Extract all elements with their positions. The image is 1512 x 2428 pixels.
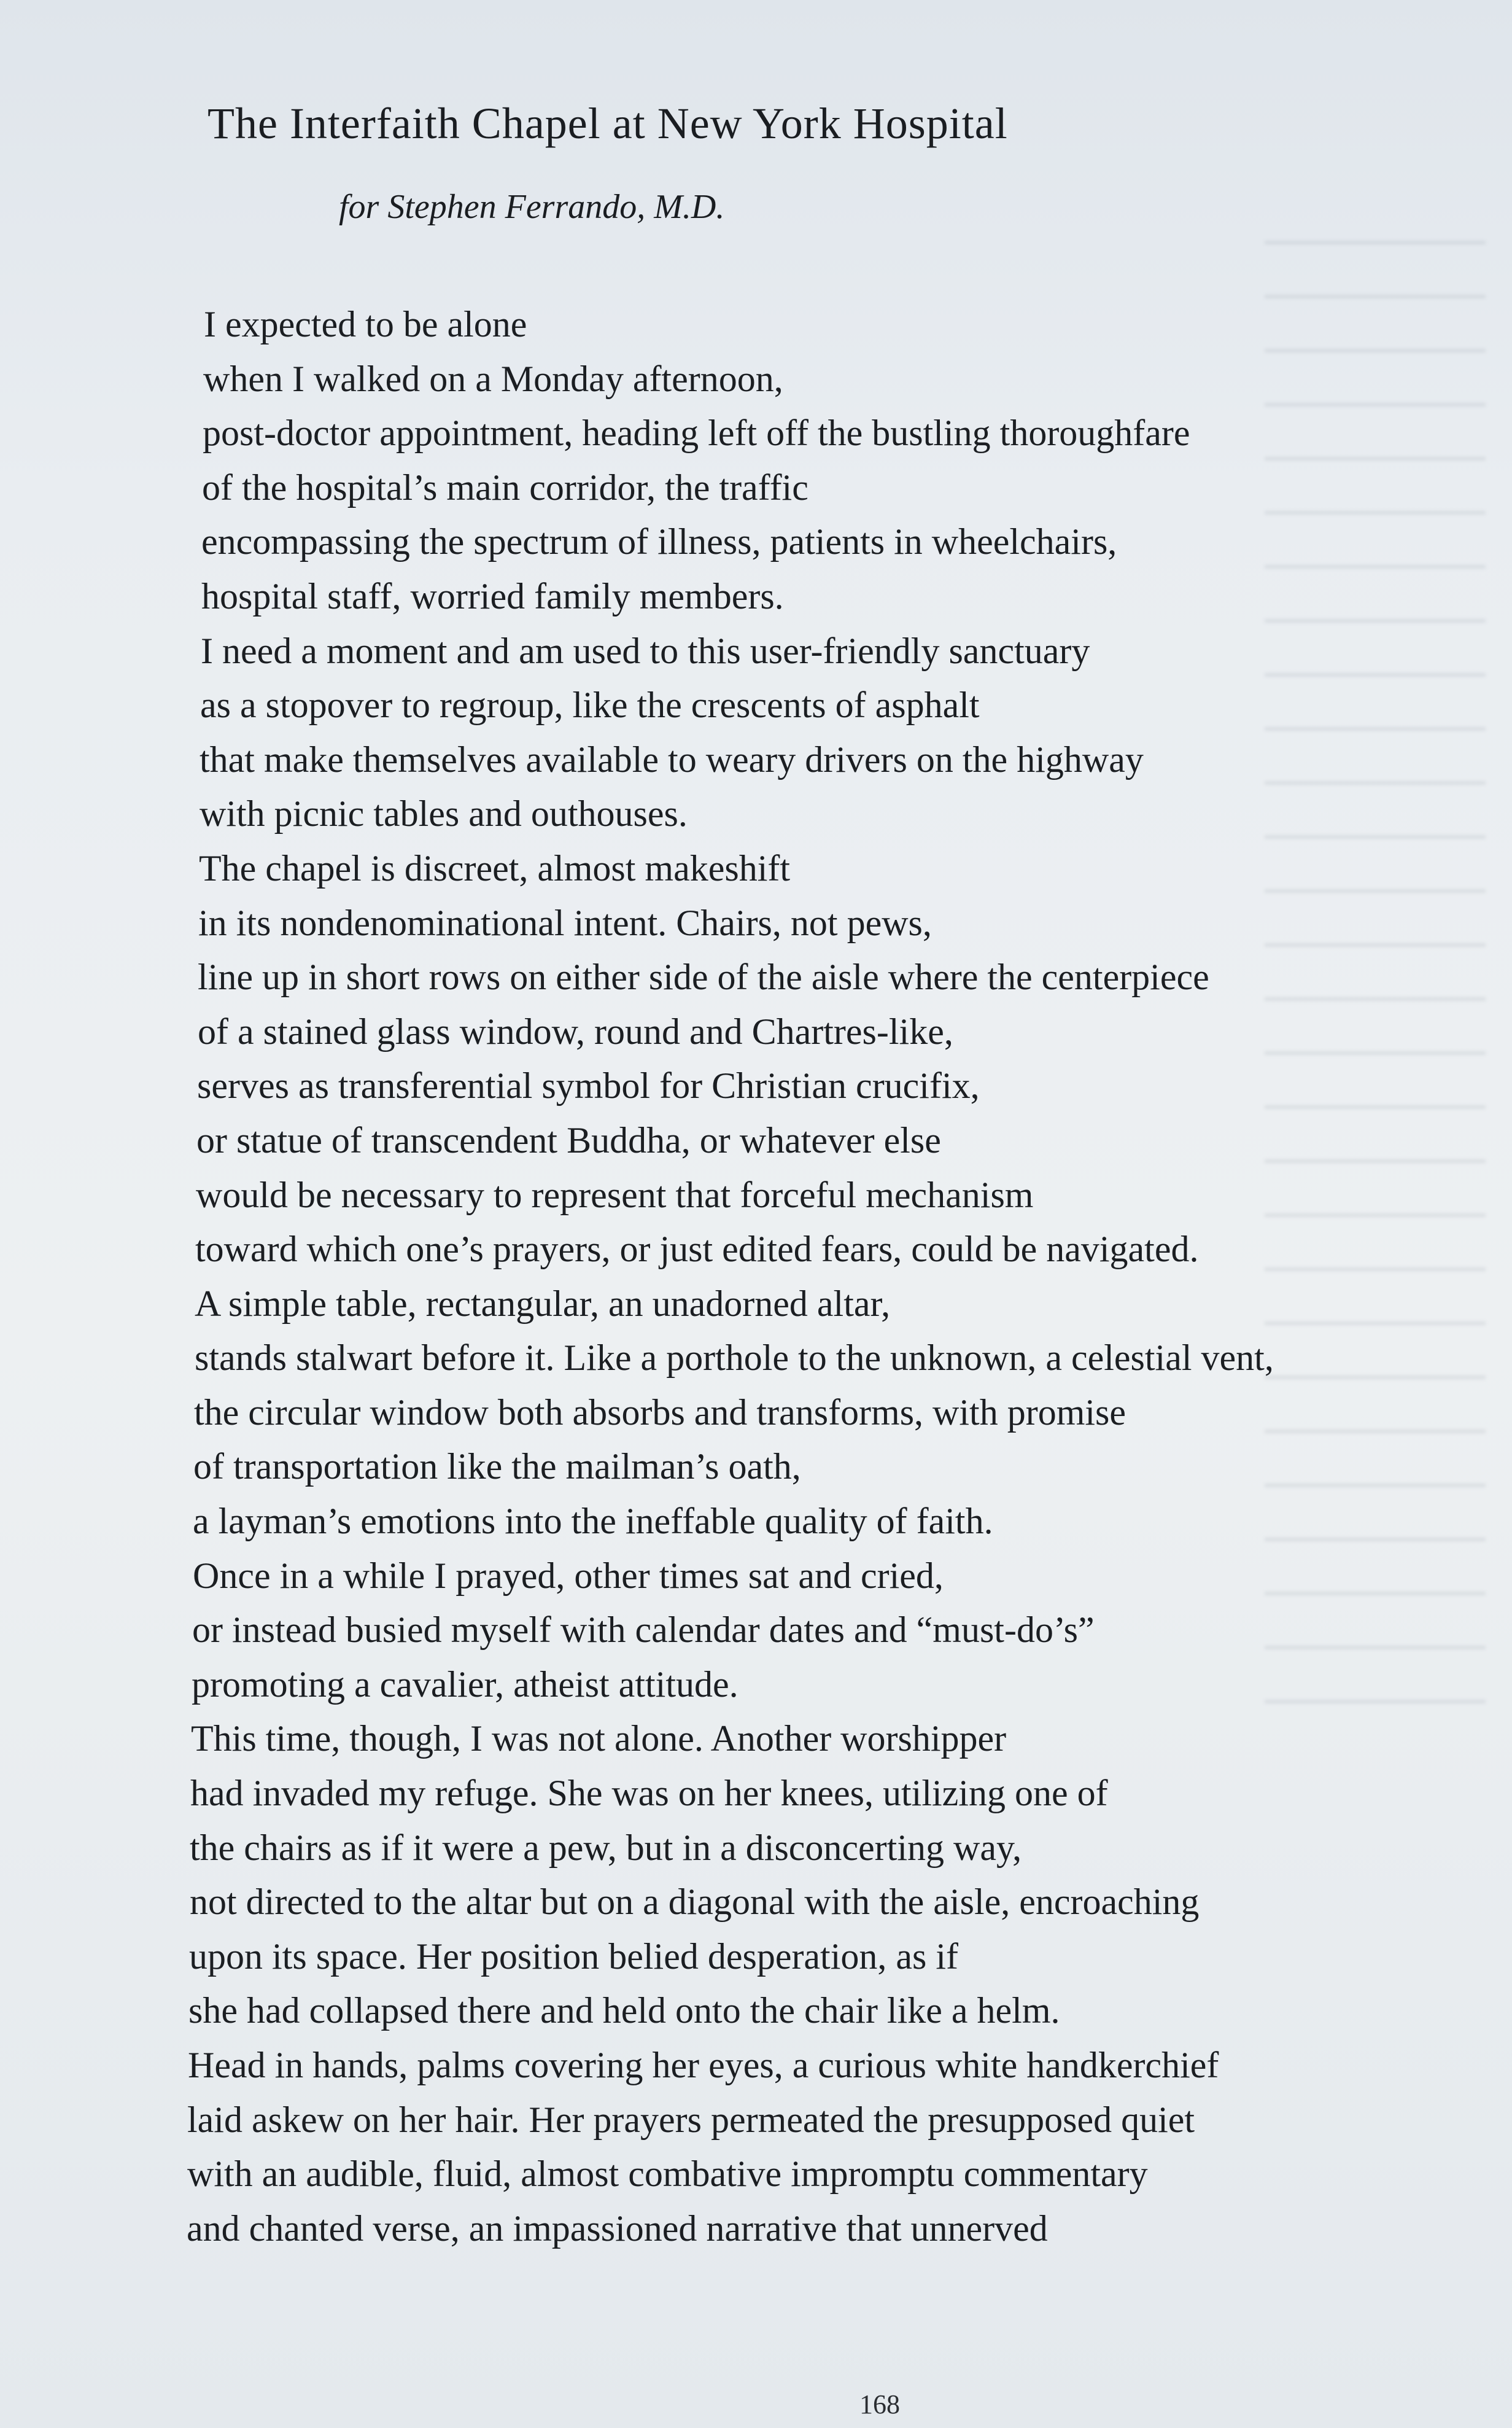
- poem-line: the circular window both absorbs and transforms, with promise: [194, 1391, 1126, 1433]
- poem-line: hospital staff, worried family members.: [201, 575, 784, 617]
- poem-line: and chanted verse, an impassioned narrative that unnerved: [187, 2208, 1048, 2249]
- poem-line: The chapel is discreet, almost makeshift: [199, 847, 791, 889]
- poem-line: with picnic tables and outhouses.: [200, 793, 688, 835]
- poem-line: of a stained glass window, round and Chartres-like,: [198, 1011, 953, 1052]
- poem-line: would be necessary to represent that forceful mechanism: [196, 1174, 1034, 1215]
- poem-line: a layman’s emotions into the ineffable quality of faith.: [193, 1501, 993, 1542]
- poem-line: toward which one’s prayers, or just edited fears, could be navigated.: [195, 1229, 1199, 1270]
- poem-line: or statue of transcendent Buddha, or whatever else: [196, 1119, 941, 1161]
- poem-body: [184, 297, 1443, 2255]
- poem-line: not directed to the altar but on a diagonal with the aisle, encroaching: [190, 1881, 1200, 1923]
- poem-line: Head in hands, palms covering her eyes, a curious white handkerchief: [188, 2045, 1219, 2085]
- poem-line: I need a moment and am used to this user-friendly sanctuary: [201, 630, 1090, 671]
- poem-line: with an audible, fluid, almost combative impromptu commentary: [187, 2154, 1148, 2195]
- poem-line: in its nondenominational intent. Chairs, not pews,: [198, 902, 932, 943]
- poem-line: post-doctor appointment, heading left off the bustling thoroughfare: [203, 413, 1190, 454]
- poem-line: I expected to be alone: [204, 304, 527, 344]
- poem-line: promoting a cavalier, atheist attitude.: [192, 1663, 739, 1705]
- poem-line: the chairs as if it were a pew, but in a disconcerting way,: [190, 1827, 1022, 1868]
- poem-line: encompassing the spectrum of illness, patients in wheelchairs,: [201, 521, 1117, 562]
- poem-line: she had collapsed there and held onto the chair like a helm.: [188, 1990, 1060, 2031]
- poem-title: The Interfaith Chapel at New York Hospital: [207, 99, 1008, 148]
- poem-line: A simple table, rectangular, an unadorned altar,: [195, 1283, 891, 1324]
- poem-line: of the hospital’s main corridor, the traffic: [202, 467, 808, 508]
- poem-line: Once in a while I prayed, other times sat and cried,: [193, 1555, 944, 1596]
- poem-line: that make themselves available to weary drivers on the highway: [200, 739, 1144, 780]
- poem-line: line up in short rows on either side of the aisle where the centerpiece: [198, 957, 1209, 998]
- poem-dedication: for Stephen Ferrando, M.D.: [339, 188, 725, 226]
- poem-line: stands stalwart before it. Like a porthole to the unknown, a celestial vent,: [195, 1337, 1274, 1379]
- page-number: 168: [859, 2389, 900, 2419]
- poem-line: laid askew on her hair. Her prayers permeated the presupposed quiet: [187, 2099, 1195, 2140]
- poem-line: as a stopover to regroup, like the crescents of asphalt: [200, 685, 980, 726]
- poem-line: had invaded my refuge. She was on her knees, utilizing one of: [190, 1773, 1108, 1814]
- poem-line: when I walked on a Monday afternoon,: [203, 358, 783, 399]
- poem-line: upon its space. Her position belied desperation, as if: [189, 1936, 959, 1977]
- poem-line: or instead busied myself with calendar dates and “must-do’s”: [192, 1609, 1095, 1651]
- poem-line: of transportation like the mailman’s oath,: [193, 1446, 801, 1487]
- poem-line: serves as transferential symbol for Christian crucifix,: [197, 1065, 980, 1107]
- poem-line: This time, though, I was not alone. Another worshipper: [191, 1718, 1007, 1759]
